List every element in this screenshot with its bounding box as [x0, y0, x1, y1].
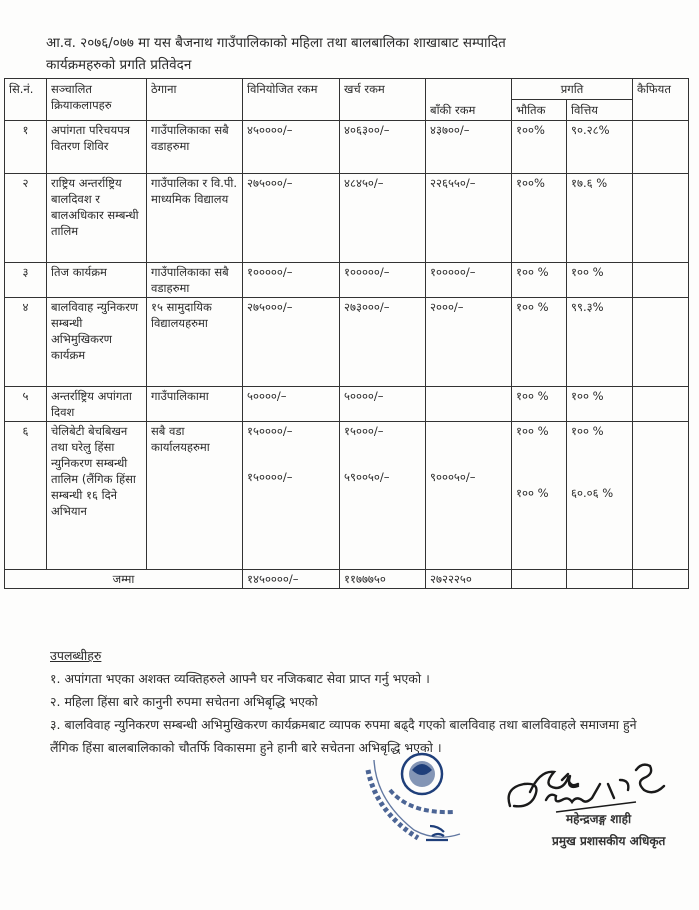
- cell-remarks: [633, 422, 689, 570]
- cell-activity: चेलिबेटी बेचबिखन तथा घरेलु हिंसा न्युनिकरण सम्बन्धी तालिम (लैंगिक हिंसा सम्बन्धी १६ दिने अभियान: [47, 422, 147, 570]
- total-financial: [567, 570, 633, 589]
- heading-line-1: आ.व. २०७६/०७७ मा यस बैजनाथ गाउँपालिकाको महिला तथा बालबालिका शाखाबाट सम्पादित: [46, 35, 506, 51]
- achievement-item: ३. बालविवाह न्युनिकरण सम्बन्धी अभिमुखिकरण कार्यक्रमबाट व्यापक रुपमा बढ्दै गएको बालविवाह तथा बालविवाहले समाजमा हुने लैंगिक हिंसा बालबालिकाको चौतर्फि विकासमा हुने हानी बारे सचेतना अभिबृद्धि भएको ।: [50, 717, 637, 755]
- cell-expense: १०००००/–: [340, 263, 426, 298]
- cell-allocated-a: १५००००/–: [247, 424, 293, 438]
- col-header-sn: सि.नं.: [5, 79, 47, 121]
- cell-sn: ५: [5, 387, 47, 422]
- cell-expense-b: ५९००५०/–: [344, 470, 390, 484]
- cell-remarks: [633, 298, 689, 387]
- cell-location: गाउँपालिकाका सबै वडाहरुमा: [147, 263, 243, 298]
- table-row: [5, 298, 689, 387]
- progress-table: [4, 78, 689, 589]
- cell-allocated: २७५०००/–: [243, 174, 340, 263]
- cell-physical: [512, 422, 567, 570]
- cell-activity: तिज कार्यक्रम: [47, 263, 147, 298]
- table-row: [5, 263, 689, 298]
- cell-sn: १: [5, 121, 47, 174]
- cell-expense: ५००००/–: [340, 387, 426, 422]
- table-row: [5, 121, 689, 174]
- cell-remaining: [426, 422, 512, 570]
- signatory-name: महेन्द्रजङ्ग शाही: [566, 812, 632, 826]
- cell-location: गाउँपालिकामा: [147, 387, 243, 422]
- total-expense: ११७७७५०: [340, 570, 426, 589]
- cell-sn: ४: [5, 298, 47, 387]
- table-row: [5, 174, 689, 263]
- cell-remarks: [633, 121, 689, 174]
- table-row: [5, 387, 689, 422]
- cell-remaining: [426, 387, 512, 422]
- cell-physical-b: १०० %: [516, 486, 549, 500]
- cell-expense: २७३०००/–: [340, 298, 426, 387]
- cell-remaining: १०००००/–: [426, 263, 512, 298]
- col-header-allocated: विनियोजित रकम: [243, 79, 340, 121]
- col-header-remaining: बाँकी रकम: [426, 79, 512, 121]
- total-label: जम्मा: [5, 570, 243, 589]
- signatory-title: प्रमुख प्रशासकीय अधिकृत: [552, 834, 666, 848]
- cell-sn: ३: [5, 263, 47, 298]
- col-header-activity: सञ्चालित क्रियाकलापहरु: [47, 79, 147, 121]
- achievement-item: २. महिला हिंसा बारे कानुनी रुपमा सचेतना अभिबृद्धि भएको: [50, 694, 318, 709]
- cell-financial: १७.६ %: [567, 174, 633, 263]
- cell-activity: राष्ट्रिय अन्तर्राष्ट्रिय बालदिवश र बालअधिकार सम्बन्धी तालिम: [47, 174, 147, 263]
- report-heading: [46, 32, 666, 76]
- cell-remaining: ४३७००/–: [426, 121, 512, 174]
- cell-allocated: [243, 422, 340, 570]
- cell-activity: बालविवाह न्युनिकरण सम्बन्धी अभिमुखिकरण कार्यक्रम: [47, 298, 147, 387]
- cell-financial: ९९.३%: [567, 298, 633, 387]
- achievements-title: उपलब्धीहरु: [50, 648, 102, 663]
- cell-expense: [340, 422, 426, 570]
- cell-remarks: [633, 263, 689, 298]
- cell-financial: १०० %: [567, 387, 633, 422]
- cell-location: सबै वडा कार्यालयहरुमा: [147, 422, 243, 570]
- cell-physical: १०० %: [512, 298, 567, 387]
- cell-physical: १०० %: [512, 387, 567, 422]
- cell-location: गाउँपालिका र वि.पी. माध्यमिक विद्यालय: [147, 174, 243, 263]
- cell-physical: १००%: [512, 121, 567, 174]
- cell-remaining-b: ९०००५०/–: [430, 470, 476, 484]
- col-header-financial: वित्तिय: [567, 100, 633, 121]
- cell-location: गाउँपालिकाका सबै वडाहरुमा: [147, 121, 243, 174]
- total-allocated: १४५००००/–: [243, 570, 340, 589]
- col-header-location: ठेगाना: [147, 79, 243, 121]
- cell-physical: १०० %: [512, 263, 567, 298]
- total-row: [5, 570, 689, 589]
- total-remarks: [633, 570, 689, 589]
- cell-financial: [567, 422, 633, 570]
- cell-financial-a: १०० %: [571, 424, 604, 438]
- table-header-row: [5, 79, 689, 100]
- cell-physical-a: १०० %: [516, 424, 549, 438]
- col-header-physical: भौतिक: [512, 100, 567, 121]
- cell-expense: ४०६३००/–: [340, 121, 426, 174]
- cell-sn: २: [5, 174, 47, 263]
- cell-physical: १००%: [512, 174, 567, 263]
- heading-line-2: कार्यक्रमहरुको प्रगति प्रतिवेदन: [46, 57, 192, 73]
- cell-expense: ४८४५०/–: [340, 174, 426, 263]
- cell-activity: अपांगता परिचयपत्र वितरण शिविर: [47, 121, 147, 174]
- table-row: [5, 422, 689, 570]
- cell-financial-b: ६०.०६ %: [571, 486, 614, 500]
- cell-remarks: [633, 387, 689, 422]
- cell-allocated: २७५०००/–: [243, 298, 340, 387]
- cell-expense-a: १५०००/–: [344, 424, 384, 438]
- cell-location: १५ सामुदायिक विद्यालयहरुमा: [147, 298, 243, 387]
- achievement-item: १. अपांगता भएका अशक्त व्यक्तिहरुले आफ्नै घर नजिकबाट सेवा प्राप्त गर्नु भएको ।: [50, 671, 430, 686]
- cell-allocated: ४५००००/–: [243, 121, 340, 174]
- cell-allocated: ५००००/–: [243, 387, 340, 422]
- cell-remaining: २०००/–: [426, 298, 512, 387]
- col-header-progress: प्रगति: [512, 79, 633, 100]
- total-remaining: २७२२२५०: [426, 570, 512, 589]
- cell-remaining: २२६५५०/–: [426, 174, 512, 263]
- cell-allocated-b: १५००००/–: [247, 470, 293, 484]
- cell-financial: ९०.२८%: [567, 121, 633, 174]
- cell-allocated: १०००००/–: [243, 263, 340, 298]
- col-header-remarks: कैफियत: [633, 79, 689, 121]
- office-seal-stamp: [360, 740, 478, 858]
- total-physical: [512, 570, 567, 589]
- cell-sn: ६: [5, 422, 47, 570]
- cell-activity: अन्तर्राष्ट्रिय अपांगता दिवश: [47, 387, 147, 422]
- col-header-expense: खर्च रकम: [340, 79, 426, 121]
- cell-financial: १०० %: [567, 263, 633, 298]
- cell-remarks: [633, 174, 689, 263]
